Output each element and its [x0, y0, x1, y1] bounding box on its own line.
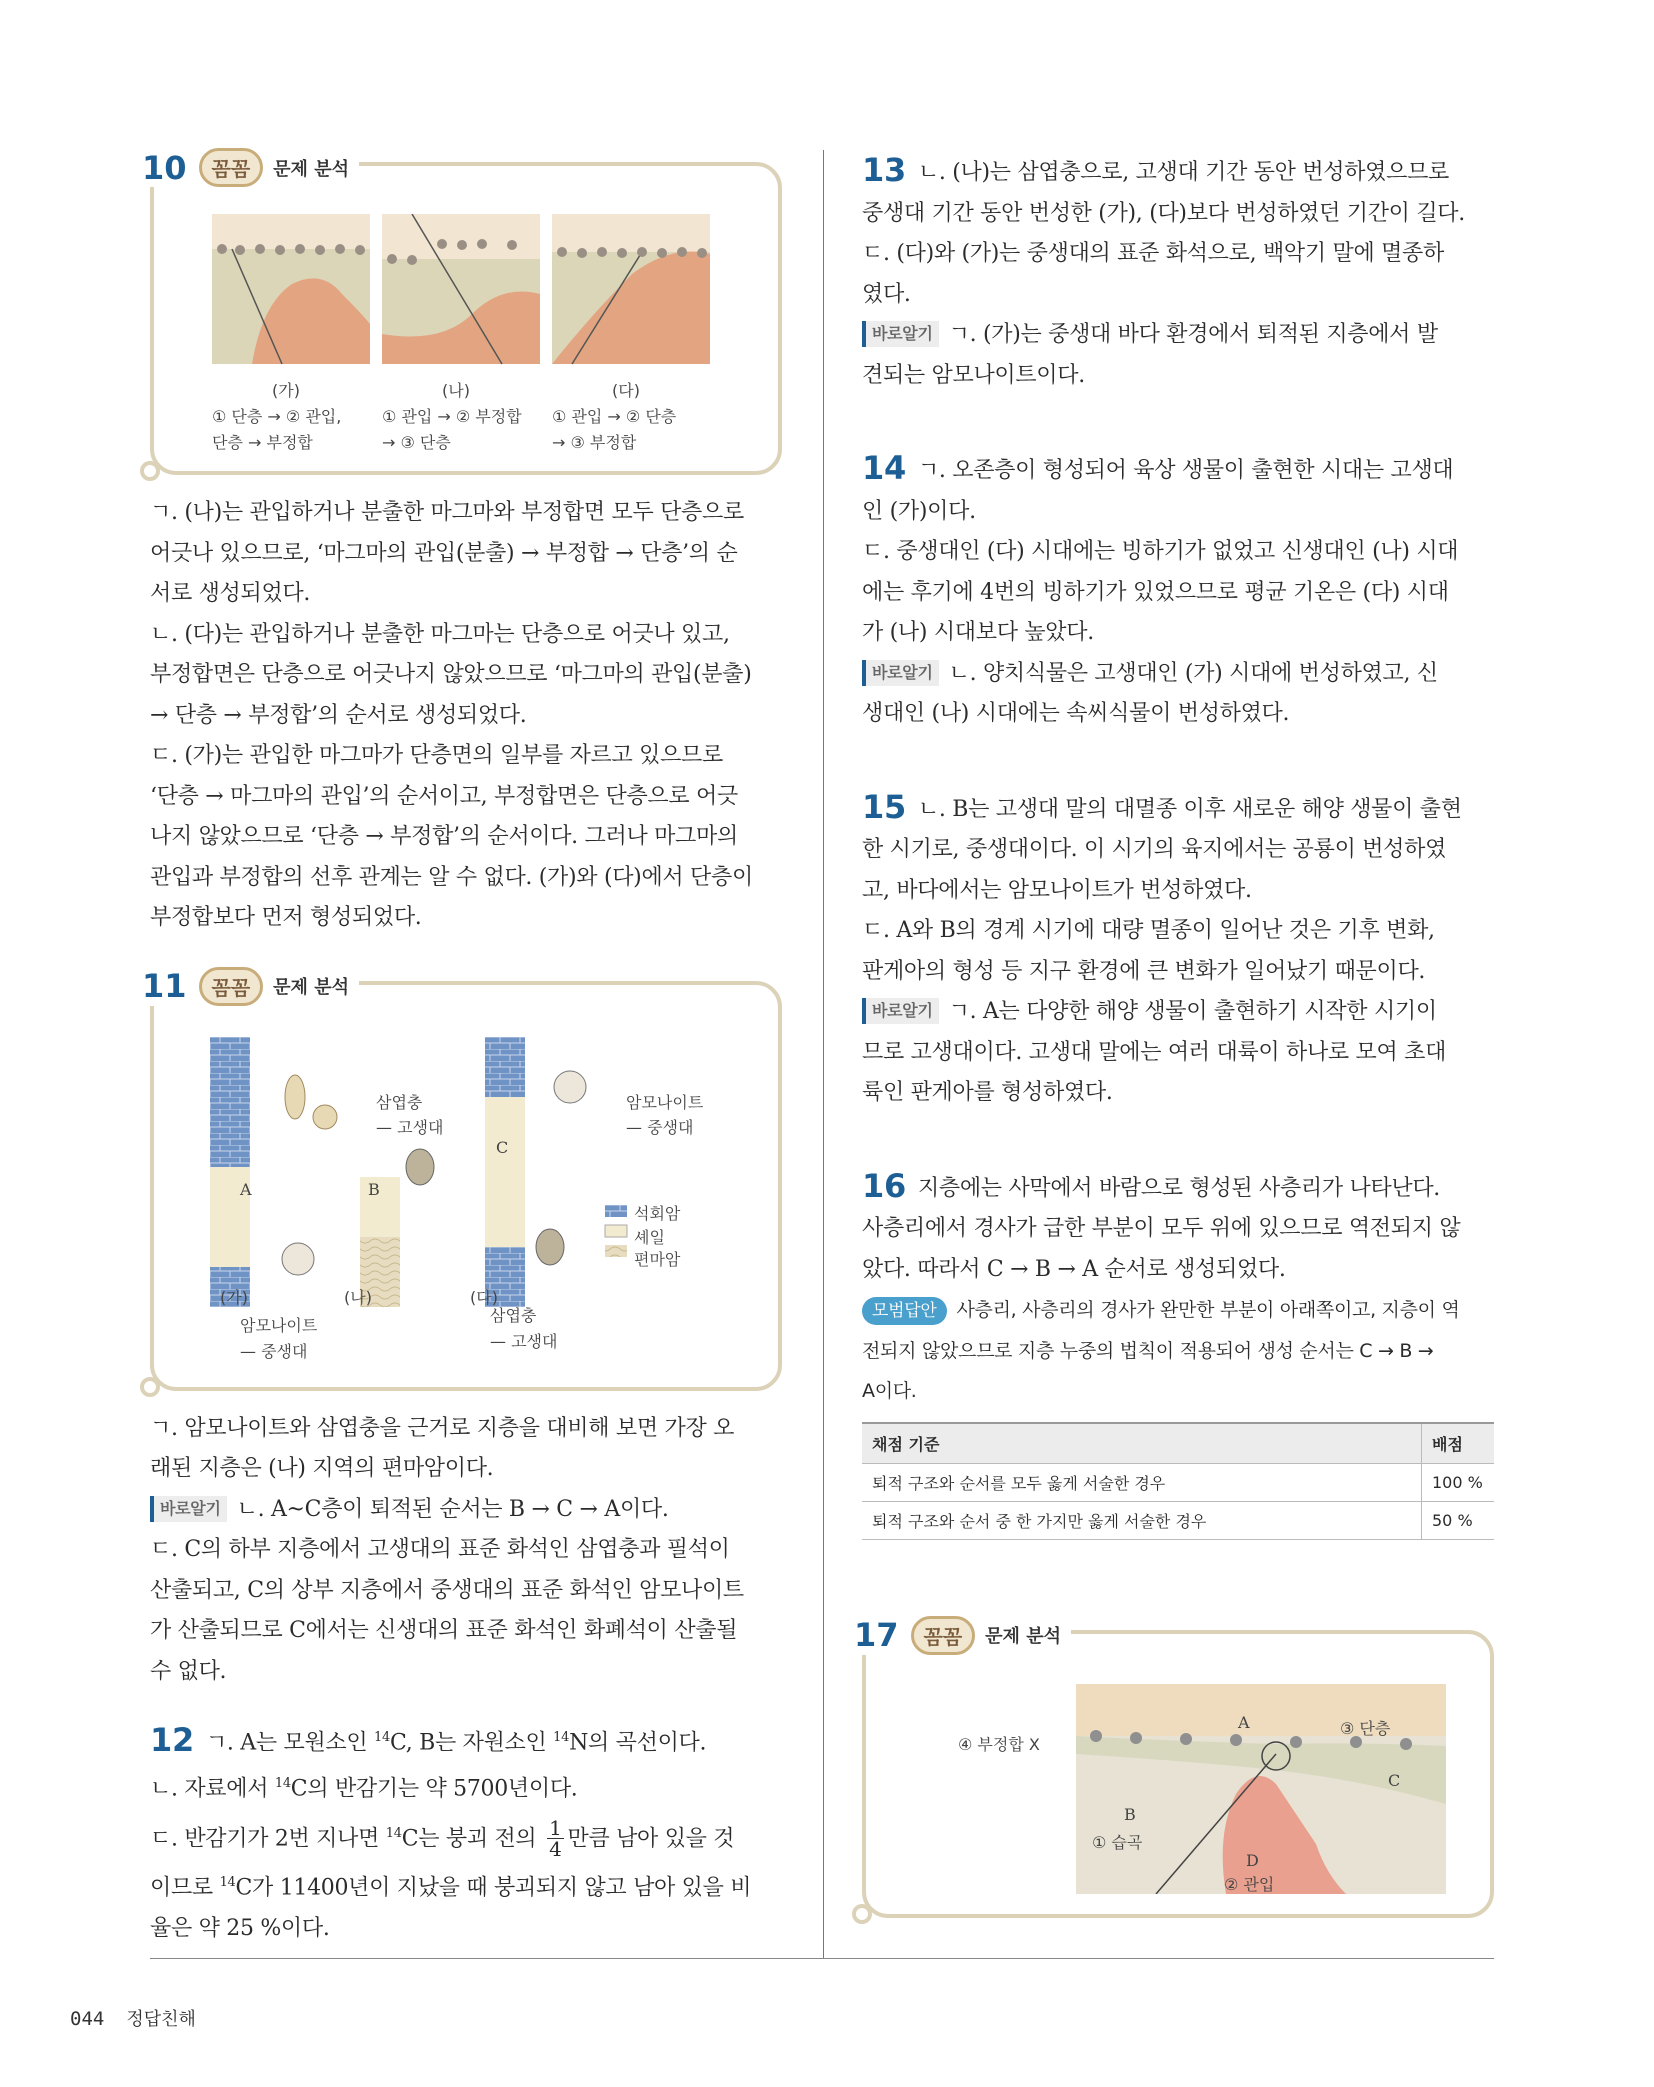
intrusion-label: ② 관입: [1224, 1874, 1275, 1894]
panel-da-label: (다): [470, 1287, 498, 1307]
footer-rule: [150, 1958, 1494, 1959]
text-span: 사층리, 사층리의 경사가 완만한 부분이 아래쪽이고, 지층이 역: [956, 1299, 1460, 1321]
text-span: 이므로: [150, 1875, 220, 1901]
fold-label: ① 습곡: [1092, 1832, 1143, 1852]
fault-label: ③ 단층: [1340, 1718, 1391, 1738]
model-answer-line: [862, 1290, 1494, 1331]
legend-schist: 편마암: [634, 1249, 681, 1269]
q13-explanation: [862, 150, 1494, 396]
ammonite-top-era: — 중생대: [626, 1117, 694, 1137]
text-line: 견되는 암모나이트이다.: [862, 362, 1085, 388]
fraction: [547, 1816, 563, 1862]
trilobite-bottom-era: — 고생대: [490, 1331, 558, 1351]
column-divider: [823, 150, 824, 1958]
text-span: 만큼 남아 있을 것: [567, 1825, 735, 1851]
text-line: 생대인 (나) 시대에는 속씨식물이 번성하였다.: [862, 701, 1290, 726]
q15-explanation: [862, 787, 1494, 1114]
text-line: [150, 1863, 782, 1909]
question-number: 13: [862, 151, 906, 189]
analysis-label: 문제 분석: [985, 1626, 1061, 1647]
panel-da-diagram: [552, 214, 710, 364]
q11-explanation: [150, 1409, 782, 1693]
table-header: 채점 기준: [862, 1423, 1422, 1464]
page-number: 044: [70, 2008, 105, 2030]
text-line: [150, 1764, 782, 1810]
fraction-denominator: 4: [549, 1837, 562, 1862]
layer-a-label: A: [240, 1179, 252, 1199]
ammonite-bottom-era: — 중생대: [240, 1341, 308, 1361]
kkomkkom-badge: 꼼꼼: [199, 967, 264, 1006]
superscript: 14: [274, 1775, 291, 1791]
kkomkkom-badge: 꼼꼼: [199, 148, 264, 187]
table-cell: 50 %: [1422, 1501, 1495, 1539]
text-span: ㄱ. (가)는 중생대 바다 환경에서 퇴적된 지층에서 발: [948, 322, 1438, 347]
text-line: 판게아의 형성 등 지구 환경에 큰 변화가 일어났기 때문이다.: [862, 958, 1426, 984]
model-answer-line: A이다.: [862, 1380, 917, 1402]
text-span: ㄴ. A~C층이 퇴적된 순서는 B → C → A이다.: [236, 1496, 669, 1522]
baro-line: [150, 1490, 782, 1531]
table-header: 배점: [1422, 1423, 1495, 1464]
text-line: 산출되고, C의 상부 지층에서 중생대의 표준 화석인 암모나이트: [150, 1577, 744, 1603]
caption-na-1: ① 관입 → ② 부정합: [382, 407, 522, 426]
caption-ga: (가): [272, 381, 300, 400]
legend-shale: 셰일: [634, 1227, 665, 1247]
text-line: [150, 1810, 782, 1863]
kkomkkom-badge: 꼼꼼: [911, 1616, 976, 1655]
caption-na: (나): [442, 381, 470, 400]
panel-na-label: (나): [344, 1287, 372, 1307]
layer-c-label: C: [1388, 1770, 1401, 1790]
baro-line: [862, 315, 1494, 356]
box-end-dot: [140, 1377, 160, 1397]
q12-explanation: [150, 1718, 782, 1949]
question-number: 16: [862, 1166, 906, 1205]
fraction-numerator: 1: [549, 1816, 562, 1841]
caption-da-1: ① 관입 → ② 단층: [552, 407, 677, 426]
superscript: 14: [219, 1874, 236, 1890]
q14-explanation: [862, 448, 1494, 735]
panel-ga-diagram: [212, 214, 370, 364]
analysis-label: 문제 분석: [273, 977, 349, 998]
text-line: [150, 1718, 782, 1764]
text-line: 중생대 기간 동안 번성한 (가), (다)보다 번성하였던 기간이 길다.: [862, 200, 1465, 226]
box-end-dot: [140, 461, 160, 481]
text-line: ㄷ. (가)는 관입한 마그마가 단층면의 일부를 자르고 있으므로: [150, 743, 723, 768]
text-line: 부정합보다 먼저 형성되었다.: [150, 905, 422, 930]
question-number: 17: [854, 1616, 899, 1654]
text-line: 한 시기로, 중생대이다. 이 시기의 육지에서는 공룡이 번성하였: [862, 837, 1447, 862]
text-line: ㄴ. (다)는 관입하거나 분출한 마그마는 단층으로 어긋나 있고,: [150, 621, 730, 647]
table-row: [862, 1463, 1494, 1501]
text-line: 므로 고생대이다. 고생대 말에는 여러 대륙이 하나로 모여 초대: [862, 1039, 1447, 1065]
baro-tag: 바로알기: [862, 998, 939, 1024]
grading-table: [862, 1422, 1494, 1540]
text-line: ㄷ. 중생대인 (다) 시대에는 빙하기가 없었고 신생대인 (나) 시대: [862, 539, 1459, 564]
text-line: [862, 787, 1494, 831]
q10-analysis-box: [142, 148, 782, 475]
trilobite-label: 삼엽충: [376, 1092, 423, 1112]
footer-title: 정답친해: [126, 2009, 196, 2030]
text-line: 서로 생성되었다.: [150, 581, 311, 606]
layer-b-label: B: [1124, 1804, 1136, 1824]
superscript: 14: [553, 1730, 570, 1745]
text-span: ④ 부정합: [958, 1734, 1024, 1754]
text-span: ㄴ. 자료에서: [150, 1776, 275, 1802]
question-number: 10: [142, 148, 187, 187]
text-line: 수 없다.: [150, 1658, 227, 1684]
analysis-label: 문제 분석: [273, 158, 349, 180]
layer-d-label: D: [1246, 1850, 1259, 1870]
panel-na-diagram: [382, 214, 540, 364]
text-span: ㄱ. A는 다양한 해양 생물이 출현하기 시작한 시기이: [948, 999, 1437, 1024]
caption-da-2: → ③ 부정합: [552, 433, 637, 452]
q11-box-header: [142, 967, 359, 1006]
text-span: C의 반감기는 약 5700년이다.: [290, 1776, 578, 1802]
table-row: [862, 1501, 1494, 1539]
text-line: ㄷ. (다)와 (가)는 중생대의 표준 화석으로, 백악기 말에 멸종하: [862, 241, 1444, 266]
ammonite-bottom-label: 암모나이트: [240, 1315, 318, 1335]
text-line: 에는 후기에 4번의 빙하기가 있었으므로 평균 기온은 (다) 시대: [862, 579, 1449, 605]
table-cell: 100 %: [1422, 1463, 1495, 1501]
text-line: ㄱ. 암모나이트와 삼엽충을 근거로 지층을 대비해 보면 가장 오: [150, 1415, 735, 1441]
text-span: C가 11400년이 지났을 때 붕괴되지 않고 남아 있을 비: [235, 1875, 752, 1901]
text-span: ㄷ. 반감기가 2번 지나면: [150, 1825, 386, 1851]
baro-line: [862, 992, 1494, 1033]
caption-ga-1: ① 단층 → ② 관입,: [212, 407, 342, 426]
q17-analysis-box: [854, 1616, 1494, 1918]
baro-tag: 바로알기: [150, 1496, 227, 1522]
text-line: ㄷ. A와 B의 경계 시기에 대량 멸종이 일어난 것은 기후 변화,: [862, 918, 1435, 943]
model-answer-line: 전되지 않았으므로 지층 누중의 법칙이 적용되어 생성 순서는 C → B →: [862, 1339, 1434, 1362]
question-number: 15: [862, 787, 906, 826]
question-number: 11: [142, 967, 187, 1005]
text-span: ㄱ. A는 모원소인: [205, 1730, 375, 1756]
superscript: 14: [385, 1825, 402, 1841]
text-line: ‘단층 → 마그마의 관입’의 순서이고, 부정합면은 단층으로 어긋: [150, 783, 738, 809]
table-header-row: [862, 1423, 1494, 1464]
question-number: 12: [150, 1721, 194, 1760]
text-line: 았다. 따라서 C → B → A 순서로 생성되었다.: [862, 1256, 1286, 1282]
box-end-dot: [852, 1904, 872, 1924]
caption-da: (다): [612, 381, 640, 400]
trilobite-bottom-label: 삼엽충: [490, 1305, 537, 1325]
text-line: 나지 않았으므로 ‘단층 → 부정합’의 순서이다. 그러나 마그마의: [150, 824, 738, 849]
q16-explanation: [862, 1166, 1494, 1540]
text-span: ㄴ. (나)는 삼엽충으로, 고생대 기간 동안 번성하였으므로: [917, 160, 1449, 185]
table-cell: 퇴적 구조와 순서 중 한 가지만 옳게 서술한 경우: [862, 1501, 1422, 1539]
text-line: 부정합면은 단층으로 어긋나지 않았으므로 ‘마그마의 관입(분출): [150, 662, 752, 687]
question-number: 14: [862, 449, 906, 487]
q10-box-header: [142, 148, 359, 187]
text-line: 가 (나) 시대보다 높았다.: [862, 620, 1094, 645]
text-line: 인 (가)이다.: [862, 498, 976, 524]
text-line: 사층리에서 경사가 급한 부분이 모두 위에 있으므로 역전되지 않: [862, 1216, 1461, 1241]
ammonite-top-label: 암모나이트: [626, 1092, 704, 1112]
caption-ga-2: 단층 → 부정합: [212, 433, 313, 452]
left-column: [142, 148, 782, 1949]
q10-explanation: [150, 493, 782, 939]
text-span: ㄴ. B는 고생대 말의 대멸종 이후 새로운 해양 생물이 출현: [917, 796, 1462, 822]
trilobite-era: — 고생대: [376, 1117, 444, 1137]
text-line: 였다.: [862, 281, 911, 307]
superscript: 14: [374, 1730, 390, 1745]
unconformity-label: [958, 1732, 1040, 1758]
text-line: [862, 150, 1494, 194]
page-footer: [70, 2005, 196, 2031]
text-span: 지층에는 사막에서 바람으로 형성된 사층리가 나타난다.: [917, 1175, 1440, 1201]
text-line: [862, 1166, 1494, 1210]
text-line: 륙인 판게아를 형성하였다.: [862, 1080, 1113, 1105]
x-label: X: [1028, 1734, 1040, 1754]
text-line: 어긋나 있으므로, ‘마그마의 관입(분출) → 부정합 → 단층’의 순: [150, 540, 738, 566]
baro-tag: 바로알기: [862, 660, 939, 686]
baro-tag: 바로알기: [862, 321, 939, 347]
text-line: [862, 448, 1494, 492]
text-span: ㄱ. 오존층이 형성되어 육상 생물이 출현한 시대는 고생대: [917, 458, 1454, 483]
legend-limestone: 석회암: [634, 1203, 681, 1223]
text-line: → 단층 → 부정합’의 순서로 생성되었다.: [150, 702, 527, 728]
text-span: C, B는 자원소인: [389, 1730, 554, 1756]
text-span: C는 붕괴 전의: [401, 1825, 544, 1851]
text-line: 래된 지층은 (나) 지역의 편마암이다.: [150, 1456, 494, 1481]
q11-correlation-diagram: [210, 1037, 770, 1307]
layer-c-label: C: [496, 1137, 509, 1157]
q11-analysis-box: [142, 967, 782, 1391]
text-line: 율은 약 25 %이다.: [150, 1915, 330, 1941]
text-line: ㄱ. (나)는 관입하거나 분출한 마그마와 부정합면 모두 단층으로: [150, 500, 744, 525]
table-cell: 퇴적 구조와 순서를 모두 옳게 서술한 경우: [862, 1463, 1422, 1501]
text-line: ㄷ. C의 하부 지층에서 고생대의 표준 화석인 삼엽충과 필석이: [150, 1537, 730, 1562]
baro-line: [862, 654, 1494, 695]
text-span: ㄴ. 양치식물은 고생대인 (가) 시대에 번성하였고, 신: [948, 660, 1438, 686]
layer-a-label: A: [1238, 1712, 1250, 1732]
caption-na-2: → ③ 단층: [382, 433, 451, 452]
text-line: 고, 바다에서는 암모나이트가 번성하였다.: [862, 877, 1252, 903]
text-line: 가 산출되므로 C에서는 신생대의 표준 화석인 화폐석이 산출될: [150, 1618, 738, 1643]
panel-ga-label: (가): [220, 1287, 248, 1307]
text-span: N의 곡선이다.: [569, 1730, 707, 1756]
text-line: 관입과 부정합의 선후 관계는 알 수 없다. (가)와 (다)에서 단층이: [150, 864, 753, 890]
right-column: [854, 150, 1494, 1918]
layer-b-label: B: [368, 1179, 380, 1199]
q17-box-header: [854, 1616, 1071, 1655]
model-answer-badge: 모범답안: [862, 1297, 947, 1325]
